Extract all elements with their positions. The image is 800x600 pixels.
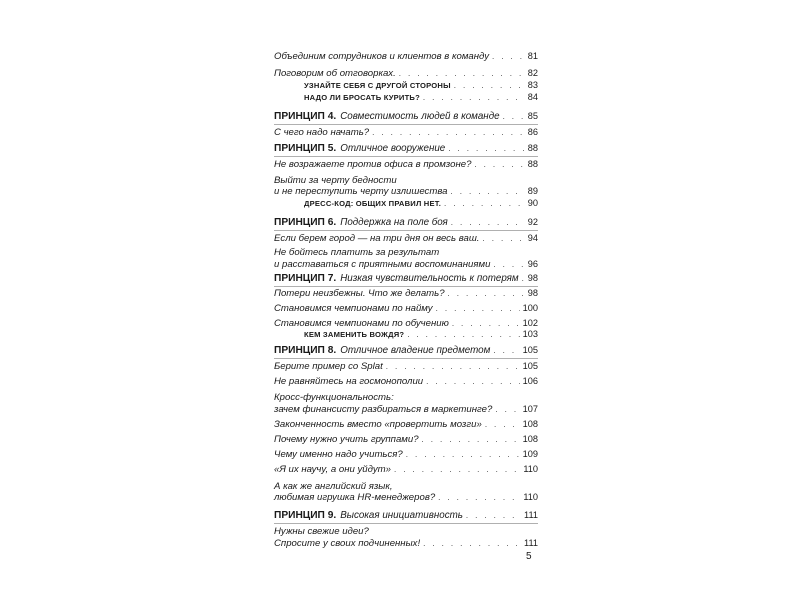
entry-page: 105: [522, 361, 538, 371]
entry-page: 106: [522, 376, 538, 386]
divider: [274, 358, 538, 359]
toc-subentry: [274, 91, 538, 104]
dot-leader: [448, 287, 525, 300]
entry-title: любимая игрушка HR-менеджеров?: [274, 492, 436, 503]
entry-title: Становимся чемпионами по обучению: [274, 318, 449, 329]
entry-title: НАДО ЛИ БРОСАТЬ КУРИТЬ?: [304, 93, 420, 102]
entry-title: Отличное владение предметом: [340, 345, 491, 356]
entry-page: 96: [527, 259, 538, 269]
entry-title: и расставаться с приятными воспоминаниями: [274, 259, 491, 270]
dot-leader: [394, 463, 520, 476]
entry-page: 100: [522, 303, 538, 313]
dot-leader: [436, 302, 520, 315]
toc-principle: [274, 344, 538, 357]
toc-entry: [274, 258, 538, 271]
entry-page: 98: [527, 288, 538, 298]
entry-title: С чего надо начать?: [274, 127, 370, 138]
entry-title: Нужны свежие идеи?: [274, 526, 369, 537]
entry-title: «Я их научу, а они уйдут»: [274, 464, 391, 475]
principle-label: ПРИНЦИП 5.: [274, 143, 337, 154]
dot-leader: [493, 258, 524, 271]
toc-entry: [274, 302, 538, 315]
principle-label: ПРИНЦИП 7.: [274, 273, 337, 284]
entry-page: 109: [522, 449, 538, 459]
toc-entry: [274, 491, 538, 504]
entry-title: Берите пример со Splat: [274, 361, 383, 372]
entry-page: 111: [524, 510, 538, 520]
entry-page: 110: [523, 464, 538, 474]
entry-page: 82: [527, 68, 538, 78]
entry-page: 88: [527, 159, 538, 169]
entry-page: 105: [522, 345, 538, 355]
entry-page: 94: [527, 233, 538, 243]
entry-page: 88: [527, 143, 538, 153]
entry-title: Совместимость людей в команде: [340, 111, 500, 122]
entry-page: 84: [527, 92, 538, 102]
entry-title: Выйти за черту бедности: [274, 175, 397, 186]
dot-leader: [451, 216, 525, 229]
dot-leader: [493, 344, 519, 357]
entry-page: 92: [527, 217, 538, 227]
toc-entry: [274, 50, 538, 63]
entry-title: А как же английский язык,: [274, 481, 393, 492]
dot-leader: [407, 328, 519, 341]
entry-page: 110: [523, 492, 538, 502]
dot-leader: [474, 158, 524, 171]
entry-title: Не возражаете против офиса в промзоне?: [274, 159, 472, 170]
dot-leader: [422, 433, 520, 446]
principle-label: ПРИНЦИП 4.: [274, 111, 337, 122]
toc-entry: [274, 287, 538, 300]
entry-title: КЕМ ЗАМЕНИТЬ ВОЖДЯ?: [304, 330, 405, 339]
dot-leader: [495, 403, 519, 416]
entry-title: Не равняйтесь на госмонополии: [274, 376, 424, 387]
dot-leader: [406, 448, 520, 461]
divider: [274, 156, 538, 157]
entry-title: Если берем город — на три дня он весь ваш.: [274, 233, 480, 244]
dot-leader: [426, 375, 520, 388]
entry-title: Чему именно надо учиться?: [274, 449, 403, 460]
toc-entry: [274, 537, 538, 550]
toc-entry: [274, 158, 538, 171]
toc-principle: [274, 142, 538, 155]
principle-label: ПРИНЦИП 9.: [274, 510, 337, 521]
toc-entry: [274, 463, 538, 476]
entry-title: Законченность вместо «провертить мозги»: [274, 419, 482, 430]
entry-page: 90: [527, 198, 538, 208]
toc-entry: [274, 448, 538, 461]
dot-leader: [444, 197, 525, 210]
entry-page: 86: [527, 127, 538, 137]
toc-principle: [274, 509, 538, 522]
toc-entry: [274, 232, 538, 245]
entry-title: и не переступить черту излишества: [274, 186, 448, 197]
entry-title: зачем финансисту разбираться в маркетинге?: [274, 404, 493, 415]
entry-title: Кросс-функциональность:: [274, 392, 394, 403]
entry-title: Не бойтесь платить за результат: [274, 247, 440, 258]
entry-title: Поговорим об отговорках.: [274, 68, 396, 79]
toc-entry: [274, 375, 538, 388]
toc-entry: [274, 360, 538, 373]
divider: [274, 230, 538, 231]
entry-title: Спросите у своих подчиненных!: [274, 538, 421, 549]
page-number: 5: [526, 551, 532, 562]
entry-page: 83: [527, 80, 538, 90]
entry-title: ДРЕСС-КОД: ОБЩИХ ПРАВИЛ НЕТ.: [304, 199, 442, 208]
entry-page: 107: [522, 404, 538, 414]
toc-entry: [274, 418, 538, 431]
entry-title: Высокая инициативность: [340, 510, 463, 521]
entry-page: 108: [522, 419, 538, 429]
entry-page: 98: [527, 273, 538, 283]
entry-title: Потери неизбежны. Что же делать?: [274, 288, 445, 299]
toc-principle: [274, 110, 538, 123]
toc-principle: [274, 216, 538, 229]
principle-label: ПРИНЦИП 8.: [274, 345, 337, 356]
entry-page: 81: [527, 51, 538, 61]
dot-leader: [423, 91, 525, 104]
dot-leader: [372, 126, 525, 139]
entry-title: Почему нужно учить группами?: [274, 434, 419, 445]
toc-entry: [274, 403, 538, 416]
entry-page: 111: [524, 538, 538, 548]
entry-title: Отличное вооружение: [340, 143, 446, 154]
toc-entry: [274, 433, 538, 446]
principle-label: ПРИНЦИП 6.: [274, 217, 337, 228]
dot-leader: [492, 50, 525, 63]
toc-entry: [274, 126, 538, 139]
toc-subentry: [274, 197, 538, 210]
dot-leader: [466, 509, 521, 522]
dot-leader: [423, 537, 521, 550]
toc-principle: [274, 272, 538, 285]
entry-title: Становимся чемпионами по найму: [274, 303, 433, 314]
entry-page: 102: [522, 318, 538, 328]
dot-leader: [522, 272, 525, 285]
entry-page: 89: [527, 186, 538, 196]
dot-leader: [386, 360, 520, 373]
entry-title: Поддержка на поле боя: [340, 217, 448, 228]
entry-page: 85: [527, 111, 538, 121]
dot-leader: [448, 142, 525, 155]
toc-subentry: [274, 328, 538, 341]
divider: [274, 124, 538, 125]
dot-leader: [503, 110, 525, 123]
entry-page: 103: [522, 329, 538, 339]
dot-leader: [485, 418, 520, 431]
entry-title: УЗНАЙТЕ СЕБЯ С ДРУГОЙ СТОРОНЫ: [304, 81, 451, 90]
entry-page: 108: [522, 434, 538, 444]
entry-title: Низкая чувствительность к потерям: [340, 273, 519, 284]
entry-title: Объединим сотрудников и клиентов в команду: [274, 51, 490, 62]
divider: [274, 523, 538, 524]
dot-leader: [482, 232, 524, 245]
dot-leader: [438, 491, 520, 504]
